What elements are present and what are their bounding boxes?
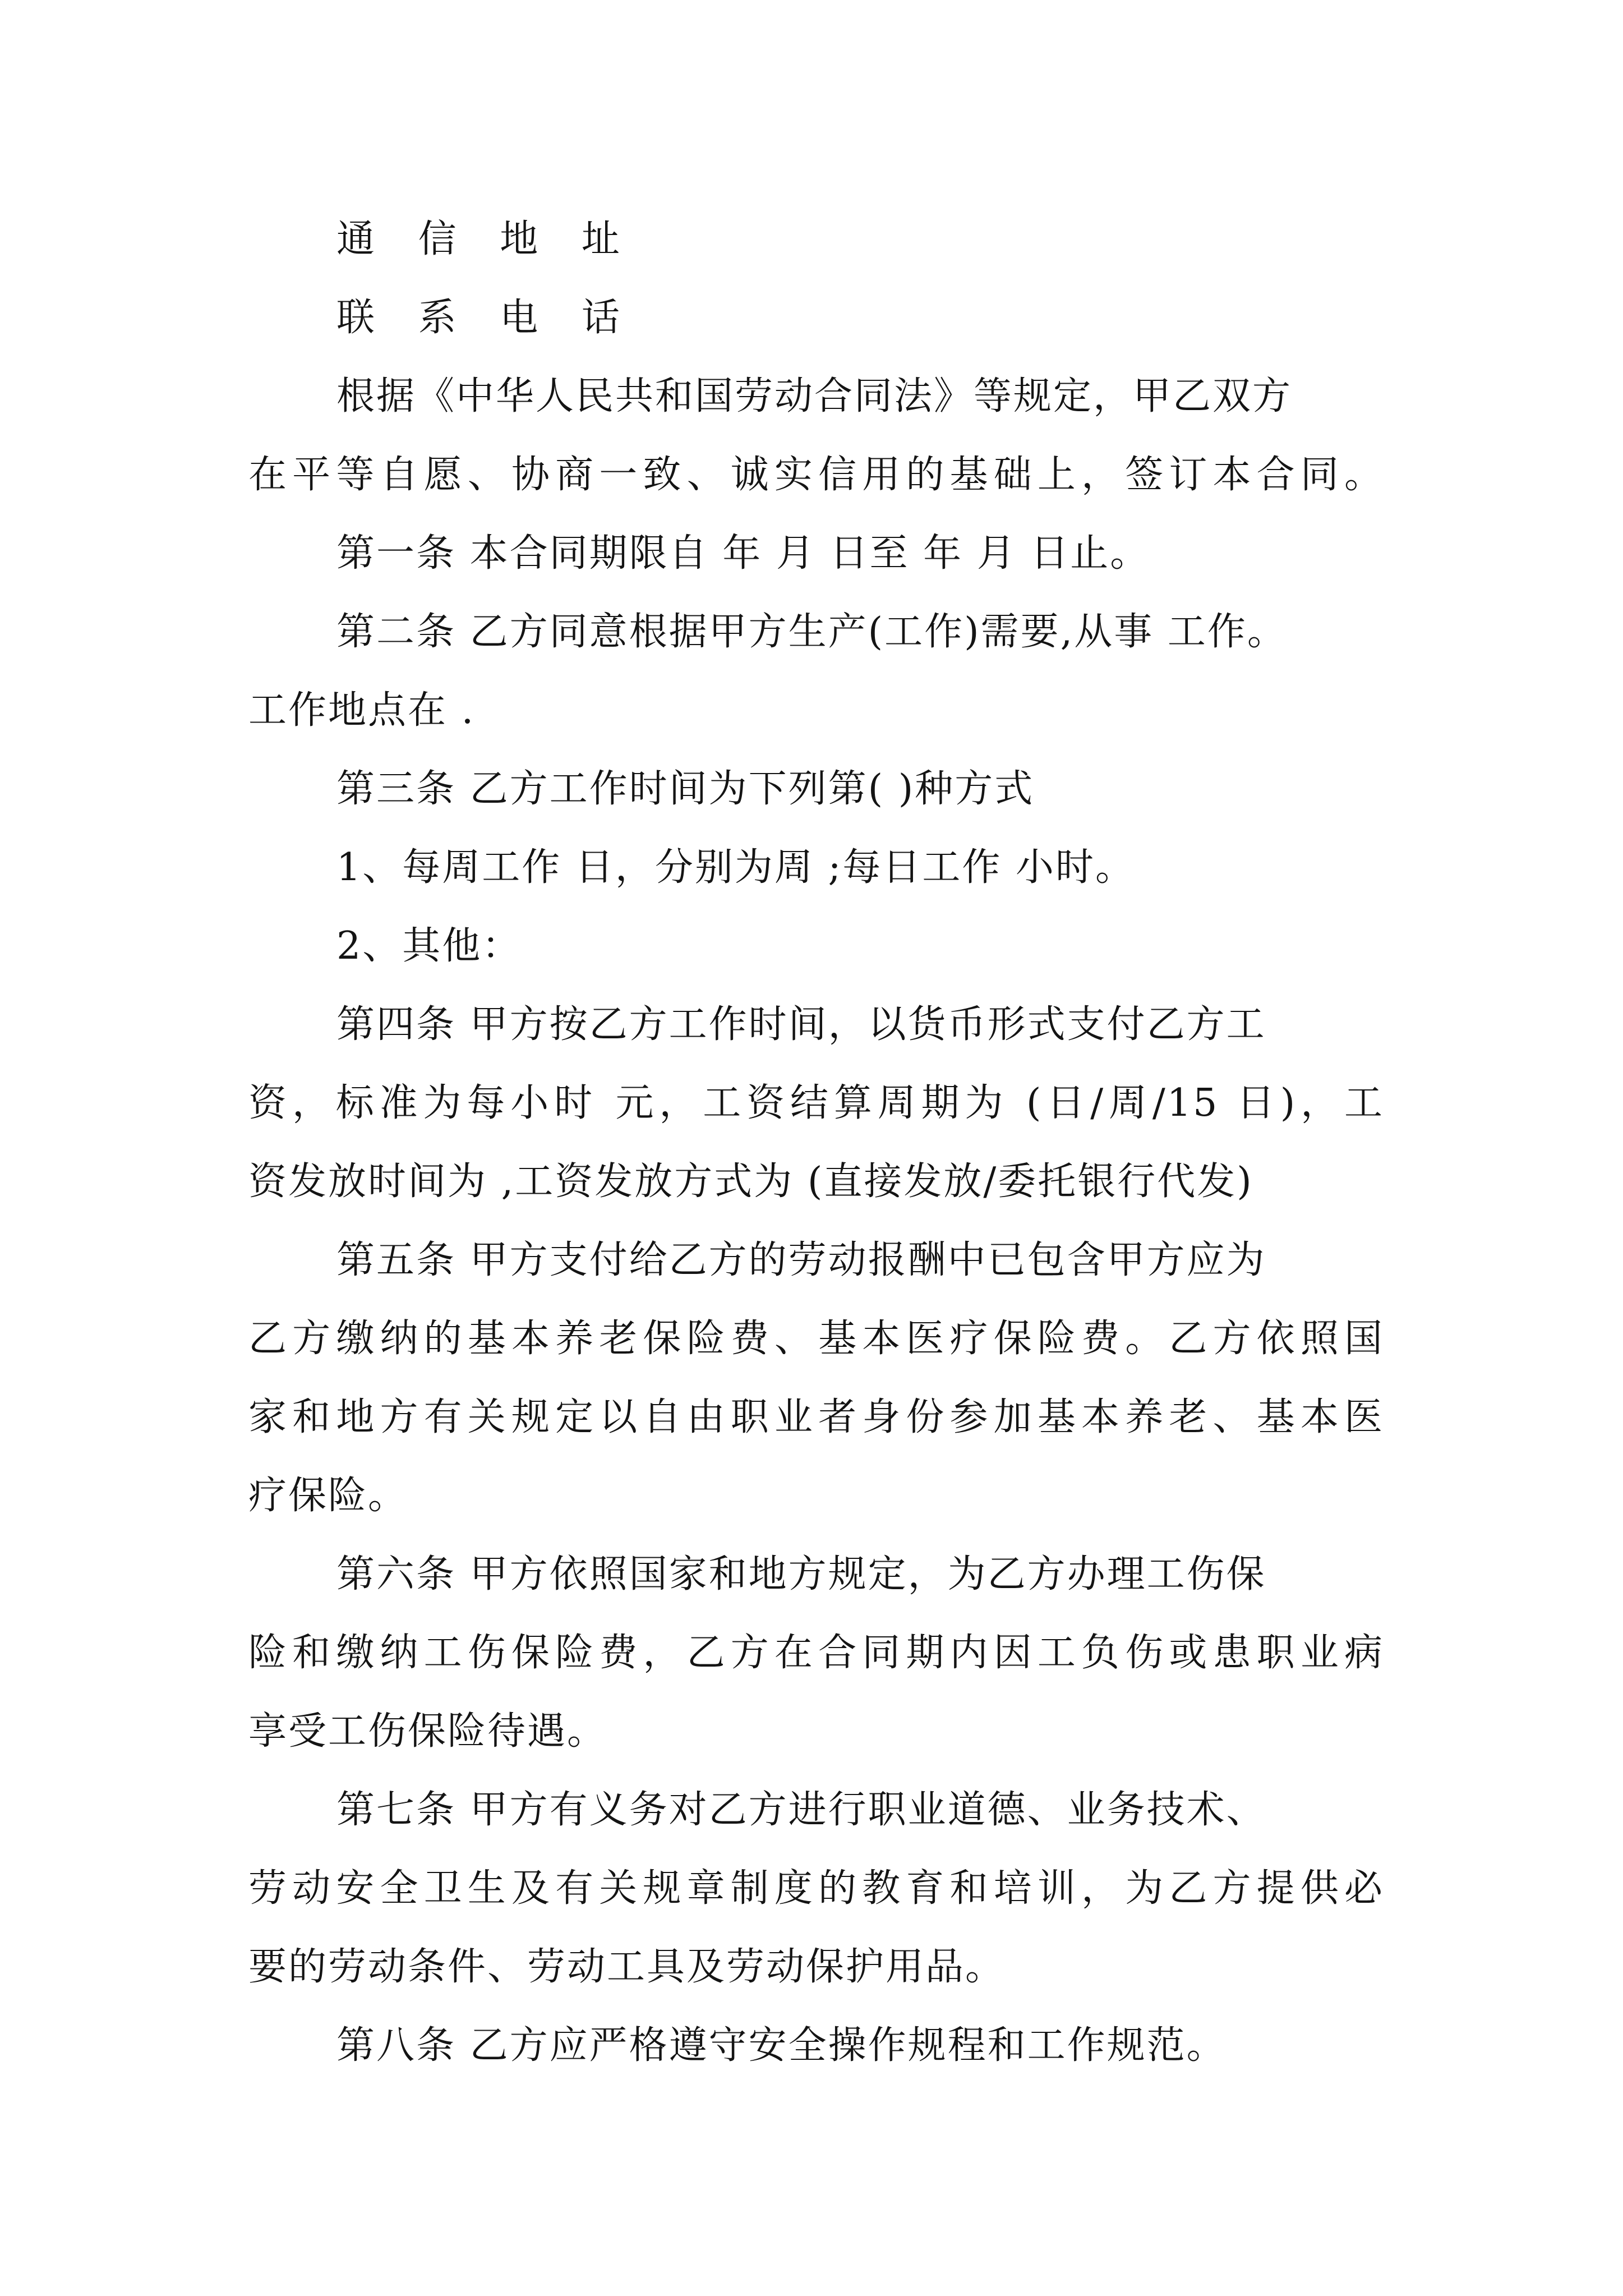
paragraph-line: 资发放时间为 ,工资发放方式为 (直接发放/委托银行代发) <box>248 1159 1253 1204</box>
article-3-line: 第三条 乙方工作时间为下列第( )种方式 <box>336 767 1035 811</box>
paragraph-line: 享受工伤保险待遇。 <box>248 1709 607 1754</box>
paragraph-line: 家和地方有关规定以自由职业者身份参加基本养老、基本医 <box>248 1395 1384 1439</box>
article-6-line: 第六条 甲方依照国家和地方规定，为乙方办理工伤保 <box>336 1552 1266 1596</box>
paragraph-line: 险和缴纳工伤保险费，乙方在合同期内因工负伤或患职业病 <box>248 1631 1384 1675</box>
paragraph-line: 资，标准为每小时 元，工资结算周期为 (日/周/15 日)，工 <box>248 1081 1384 1125</box>
article-4-line: 第四条 甲方按乙方工作时间，以货币形式支付乙方工 <box>336 1002 1266 1047</box>
article-8-line: 第八条 乙方应严格遵守安全操作规程和工作规范。 <box>336 2023 1227 2068</box>
paragraph-line: 在平等自愿、协商一致、诚实信用的基础上，签订本合同。 <box>248 453 1384 497</box>
paragraph-line: 乙方缴纳的基本养老保险费、基本医疗保险费。乙方依照国 <box>248 1317 1384 1361</box>
article-1-line: 第一条 本合同期限自 年 月 日至 年 月 日止。 <box>336 531 1150 576</box>
article-7-line: 第七条 甲方有义务对乙方进行职业道德、业务技术、 <box>336 1788 1266 1832</box>
list-item: 1、每周工作 日，分别为周 ;每日工作 小时。 <box>336 845 1136 890</box>
phone-label: 联 系 电 话 <box>336 296 635 340</box>
paragraph-line: 疗保险。 <box>248 1474 408 1518</box>
article-2-line: 第二条 乙方同意根据甲方生产(工作)需要,从事 工作。 <box>336 610 1287 654</box>
article-5-line: 第五条 甲方支付给乙方的劳动报酬中已包含甲方应为 <box>336 1238 1266 1282</box>
paragraph-line: 工作地点在 . <box>248 688 476 733</box>
paragraph-line: 根据《中华人民共和国劳动合同法》等规定，甲乙双方 <box>336 374 1293 418</box>
paragraph-line: 要的劳动条件、劳动工具及劳动保护用品。 <box>248 1945 1006 1989</box>
list-item: 2、其他： <box>336 924 522 968</box>
paragraph-line: 劳动安全卫生及有关规章制度的教育和培训，为乙方提供必 <box>248 1866 1384 1911</box>
address-label: 通 信 地 址 <box>336 217 635 261</box>
